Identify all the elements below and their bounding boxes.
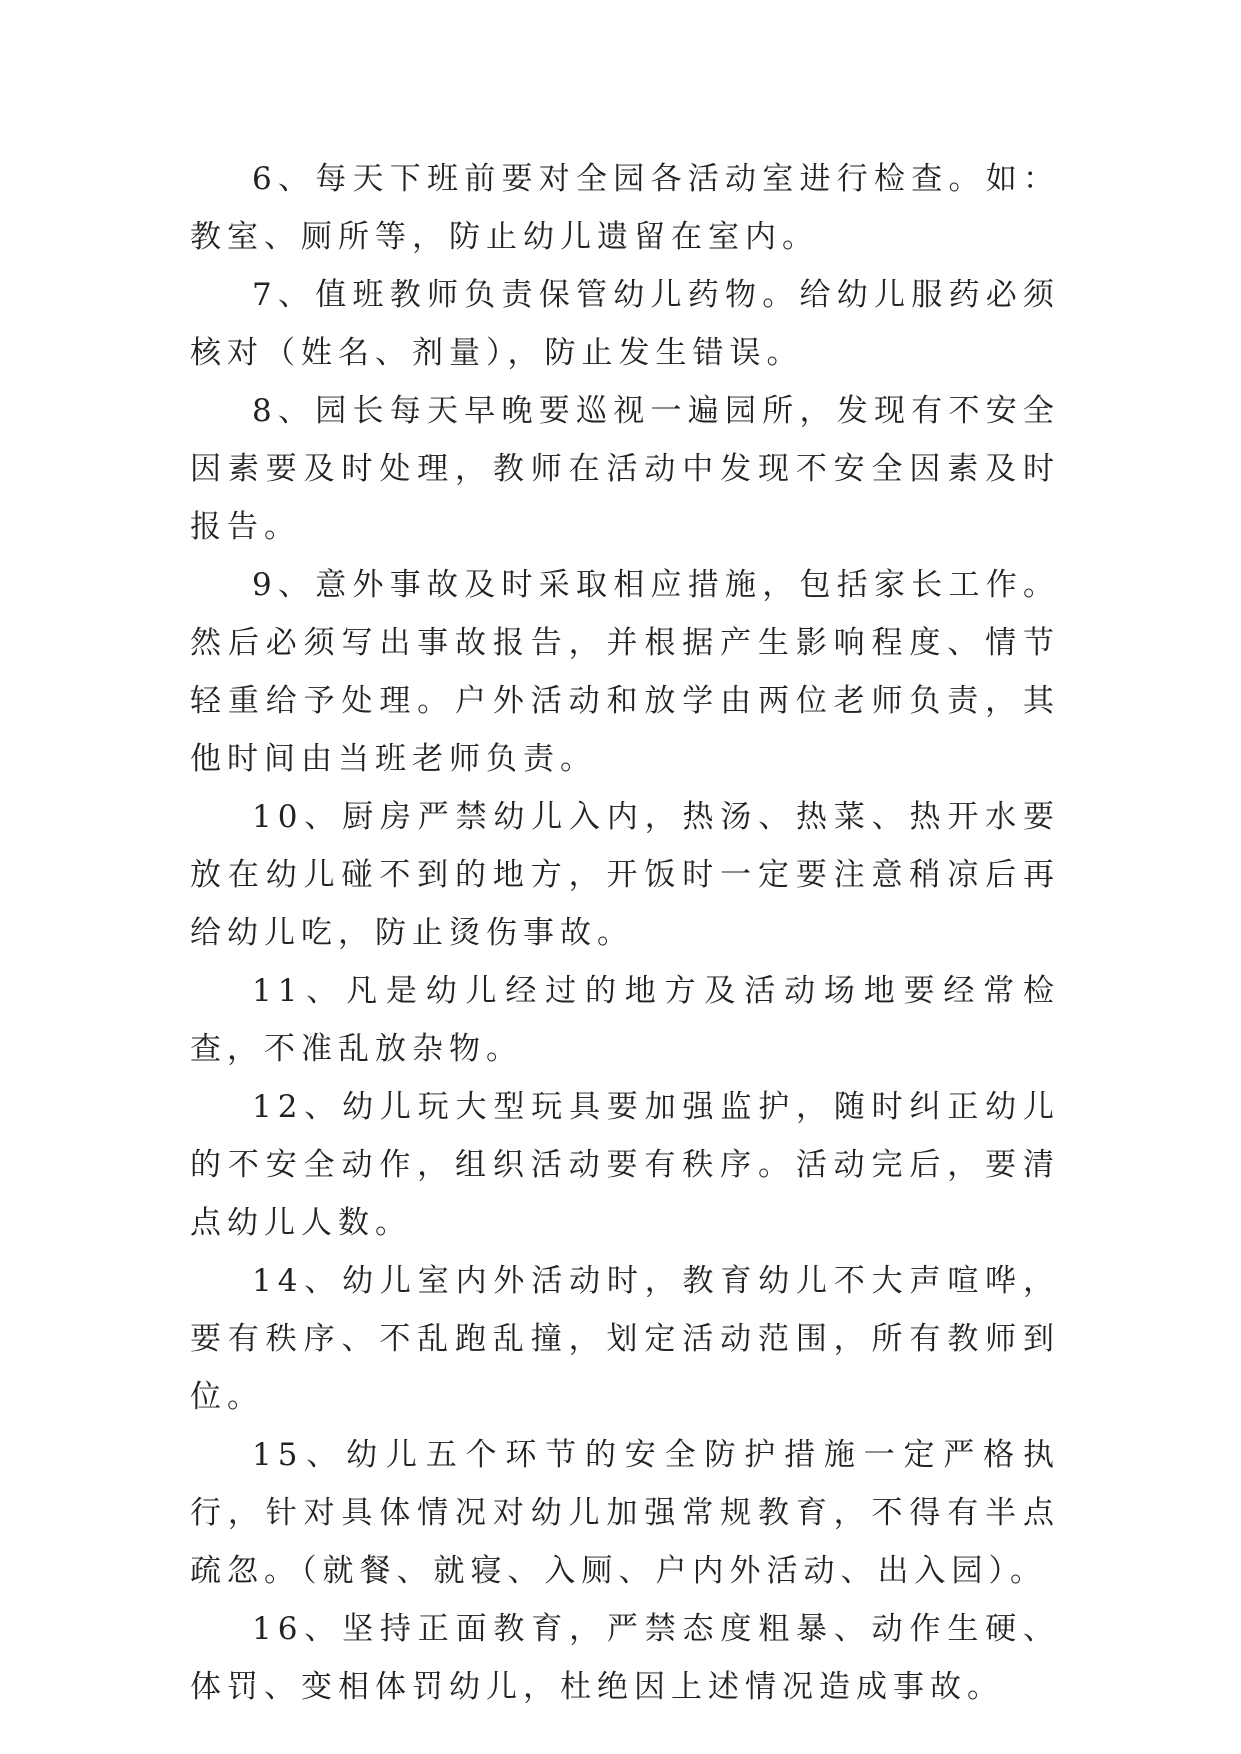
paragraph-rule-7: 7、值班教师负责保管幼儿药物。给幼儿服药必须核对（姓名、剂量），防止发生错误。 [190,277,1060,371]
paragraph-rule-12: 12、幼儿玩大型玩具要加强监护，随时纠正幼儿的不安全动作，组织活动要有秩序。活动完后，要清点幼儿人数。 [190,1089,1060,1241]
paragraph-rule-15: 15、幼儿五个环节的安全防护措施一定严格执行，针对具体情况对幼儿加强常规教育，不得有半点疏忽。（就餐、就寝、入厕、户内外活动、出入园）。 [190,1437,1060,1589]
paragraph-rule-8: 8、园长每天早晚要巡视一遍园所，发现有不安全因素要及时处理，教师在活动中发现不安全因素及时报告。 [190,393,1060,545]
paragraph-rule-10: 10、厨房严禁幼儿入内，热汤、热菜、热开水要放在幼儿碰不到的地方，开饭时一定要注意稍凉后再给幼儿吃，防止烫伤事故。 [190,799,1060,951]
document-body [190,150,1060,1716]
paragraph-rule-9: 9、意外事故及时采取相应措施，包括家长工作。然后必须写出事故报告，并根据产生影响程度、情节轻重给予处理。户外活动和放学由两位老师负责，其他时间由当班老师负责。 [190,567,1060,777]
paragraph-rule-16: 16、坚持正面教育，严禁态度粗暴、动作生硬、体罚、变相体罚幼儿，杜绝因上述情况造成事故。 [190,1611,1060,1705]
paragraph-rule-6: 6、每天下班前要对全园各活动室进行检查。如：教室、厕所等，防止幼儿遗留在室内。 [190,161,1060,255]
paragraph-rule-11: 11、凡是幼儿经过的地方及活动场地要经常检查，不准乱放杂物。 [190,973,1060,1067]
paragraph-rule-14: 14、幼儿室内外活动时，教育幼儿不大声喧哗，要有秩序、不乱跑乱撞，划定活动范围，所有教师到位。 [190,1263,1060,1415]
